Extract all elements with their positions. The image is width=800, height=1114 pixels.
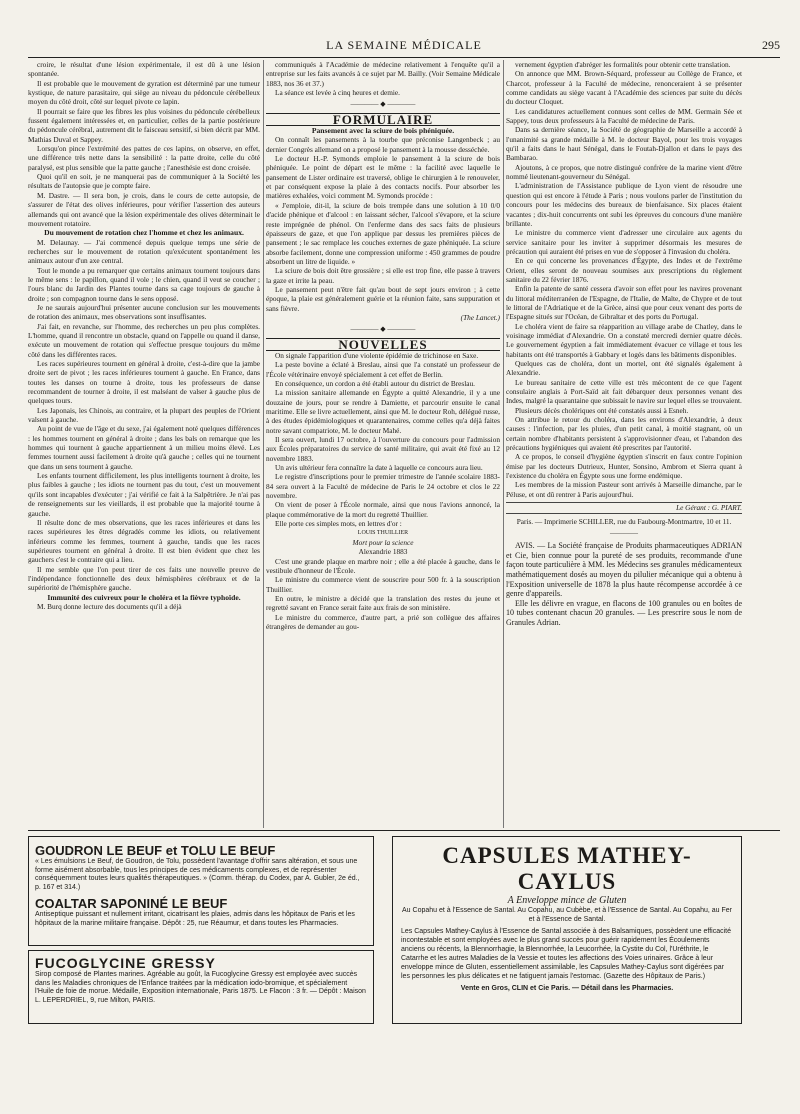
paragraph: En outre, le ministre a décidé que la translation des restes du jeune et regretté savant en France serait faite aux frais de son ministère.	[266, 593, 500, 613]
capsules-advertisement	[392, 836, 742, 1024]
paragraph: Il résulte donc de mes observations, que les races inférieures et dans les races supérieures les êtres dégradés comme les idiots, ou relativement inférieurs comme les femmes, tournent à gauche, tandis que les races supérieures tournent en général à droite. Il est bien évident que chez les gauchers c'est le contraire qui a lieu.	[28, 517, 260, 565]
paragraph: On vient de poser à l'École normale, ainsi que nous l'avions annoncé, la plaque commémorative de la mort du regretté Thuillier.	[266, 500, 500, 519]
paragraph: Il est probable que le mouvement de gyration est déterminé par une tumeur kystique, de nature parasitaire, qui siège au niveau du pédoncule cérébelleux moyen du côté droit, côté sur lequel pivote ce lapin.	[28, 78, 260, 107]
goudron-text: « Les émulsions Le Beuf, de Goudron, de Tolu, possèdent l'avantage d'offrir sans altération, et sous une forme aisément absorbable, tous les principes de ces médicaments complexes, et de représenter conséquemment toutes leurs qualités thérapeutiques. » (Comm. thérap. du Codex, par A. Gubler, 2e éd., p. 167 et 314.)	[35, 858, 360, 891]
capsules-title: CAPSULES MATHEY-CAYLUS	[442, 843, 692, 894]
paragraph: Le bureau sanitaire de cette ville est très mécontent de ce que l'agent consulaire anglais à Port-Saïd ait fait débarquer deux personnes venant des Indes, malgré la quarantaine que subissait le navire sur lequel elles se trouvaient.	[506, 377, 742, 406]
paragraph: Les Japonais, les Chinois, au contraire, et la plupart des peuples de l'Orient valsent à gauche.	[28, 405, 260, 425]
paragraph: Les enfants tournent difficilement, les plus intelligents tournent à droite, les plus faibles à gauche ; les idiots ne tournent pas du tout, c'est un mouvement qu'ils sont incapables d'exécuter ; j'ai vérifié ce fait à la Salpêtrière. Je n'ai pas de renseignements sur les vieillards, il est probable que la majorité tourne à gauche.	[28, 471, 260, 518]
printer-line: Paris. — Imprimerie SCHILLER, rue du Faubourg-Montmartre, 10 et 11.	[516, 516, 732, 526]
paragraph: Lorsqu'on pince l'extrémité des pattes de ces lapins, on observe, en effet, une différence très nette dans la sensibilité : la patte droite, celle du côté paralysé, est plus sensible que la patte gauche ; l'anesthésie est donc croisée.	[28, 144, 260, 172]
paragraph: M. Dastre. — Il sera bon, je crois, dans le cours de cette autopsie, de s'assurer de l'état des olives inférieures, pour vérifier l'assertion des auteurs allemands qui ont avancé que la lésion expérimentale des olives déterminait le mouvement rotatoire.	[28, 190, 260, 228]
paragraph: Le ministre du commerce vient d'adresser une circulaire aux agents du service sanitaire pour les inviter à supprimer désormais les mesures de précaution qui auraient été prises en vue de s'opposer à l'invasion du choléra.	[506, 228, 742, 256]
paragraph: On connaît les pansements à la tourbe que préconise Langenbeck ; au dernier Congrès allemand on a proposé le pansement à la mousse desséchée.	[266, 135, 500, 154]
goudron-advertisement	[28, 836, 374, 946]
ornament-divider: ————	[610, 528, 638, 537]
paragraph: Quoi qu'il en soit, je ne manquerai pas de communiquer à la Société les résultats de l'autopsie que je compte faire.	[28, 172, 260, 191]
section-heading: Du mouvement de rotation chez l'homme et chez les animaux.	[44, 228, 244, 238]
paragraph: Il pourrait se faire que les fibres les plus voisines du pédoncule cérébelleux fussent également intéressées et, en particulier, celles de la partie postérieure du pédoncule cérébral, autrement dit le faisceau sensitif, si bien décrit par MM. Mathias Duval et Sappey.	[28, 106, 260, 144]
paragraph: A ce propos, le conseil d'hygiène égyptien s'inscrit en faux contre l'opinion émise par les docteurs Dutrieux, Hunter, Sonsino, Ambrom et Sierra quant à l'existence du choléra en Égypte sous une forme endémique.	[506, 452, 742, 481]
paragraph: Elle porte ces simples mots, en lettres d'or :	[275, 519, 402, 529]
paragraph: Plusieurs décès cholériques ont été constatés aussi à Esneh.	[515, 405, 689, 415]
avis-advertisement: Elle les délivre en vrague, en flacons de 100 granules ou en boîtes de 10 tubes contenant chacun 20 granules. — Les prescrire sous le nom de Granules Adrian.	[506, 598, 742, 627]
paragraph: Le choléra vient de faire sa réapparition au village arabe de Chatley, dans le voisinage immédiat d'Alexandrie. On a constaté mercredi dernier quatre décès. Le gouvernement égyptien a fait immédiatement évacuer ce village et tous les habitants ont été transportés à Gabbary et logés dans les bâtiments disponibles.	[506, 321, 742, 359]
gerant-line: Le Gérant : G. PIART.	[506, 502, 742, 513]
paragraph: C'est une grande plaque en marbre noir ; elle a été placée à gauche, dans le vestibule d'honneur de l'École.	[266, 556, 500, 575]
ads-rule	[28, 830, 780, 831]
page-header	[28, 38, 780, 56]
paragraph: Tout le monde a pu remarquer que certains animaux tournent toujours dans le même sens : le papillon, quand il vole ; le chien, quand il veut se coucher ; l'ours blanc du Jardin des Plantes tourne dans sa cage toujours de gauche à droite ; son compagnon tourne dans le sens opposé.	[28, 265, 260, 303]
paragraph: Le ministre du commerce vient de souscrire pour 500 fr. à la souscription Thuillier.	[266, 575, 500, 594]
coaltar-title: COALTAR SAPONINÉ LE BEUF	[35, 896, 228, 912]
paragraph: Un avis ultérieur fera connaître la date à laquelle ce concours aura lieu.	[275, 463, 483, 473]
column-1	[28, 60, 260, 828]
paragraph: Il me semble que l'on peut tirer de ces faits une nouvelle preuve de l'indépendance fonctionnelle des deux hémisphères cérébraux et de la supériorité de l'hémisphère gauche.	[28, 564, 260, 593]
goudron-title: GOUDRON LE BEUF et TOLU LE BEUF	[35, 843, 276, 858]
paragraph: Il sera ouvert, lundi 17 octobre, à l'ouverture du concours pour l'admission aux Écoles préparatoires du service de santé militaire, qui avait été fixé au 12 novembre 1883.	[266, 435, 500, 463]
paragraph: En conséquence, un cordon a été établi autour du district de Breslau.	[275, 379, 475, 388]
capsules-footer: Vente en Gros, CLIN et Cie Paris. — Détail dans les Pharmacies.	[460, 985, 674, 992]
inscription-line: Alexandrie 1883	[358, 547, 408, 557]
paragraph: La peste bovine a éclaté à Breslau, ainsi que l'a constaté un professeur de l'École vétérinaire envoyé spécialement à cet effet de Berlin.	[266, 360, 500, 379]
ornament-divider: ———— ◆ ————	[350, 100, 416, 109]
paragraph: Le ministre du commerce, d'autre part, a prié son collègue des affaires étrangères de demander au gou-	[266, 612, 500, 631]
paragraph: Le pansement peut n'être fait qu'au bout de sept jours environ ; à cette époque, la plaie est généralement guérie et la réunion faite, sans suppuration et sans fièvre.	[266, 284, 500, 313]
paragraph: La séance est levée à cinq heures et demie.	[275, 88, 400, 98]
paragraph: communiqués à l'Académie de médecine relativement à l'enquête qu'il a entreprise sur les faits avancés à ce sujet par M. Bailly. (Voir Semaine Médicale 1883, nos 36 et 37.)	[266, 60, 500, 88]
capsules-subtitle: A Enveloppe mince de Gluten	[507, 895, 627, 906]
paragraph: Les races supérieures tournent en général à droite, c'est-à-dire que la jambe droite sert de pivot ; les races inférieures tournent à gauche. En France, dans toutes les danses on tourne à droite, tous les professeurs de danse recommandent de tourner à droite, il est malséant de valser à gauche plus de quelques tours.	[28, 359, 260, 406]
paragraph: La mission sanitaire allemande en Égypte a quitté Alexandrie, il y a une douzaine de jours, pour se rendre à Damiette, et parcourir ensuite le canal maritime. Elle se livre actuellement, ainsi que M. le docteur Roh, délégué russe, à des études épidémiologiques et quarantenaires, comme celles qu'a déjà faites notre savant compatriote, M. le docteur Mahé.	[266, 388, 500, 435]
source-citation: (The Lancet.)	[460, 312, 500, 322]
paragraph: Le registre d'inscriptions pour le premier trimestre de l'année scolaire 1883-84 sera ouvert à la Faculté de médecine de Paris le 24 octobre et clos le 22 novembre.	[266, 472, 500, 501]
section-title-formulaire: FORMULAIRE	[266, 113, 500, 126]
column-divider	[503, 60, 504, 828]
paragraph: Les candidatures actuellement connues sont celles de MM. Germain Sée et Sappey, tous deux professeurs à la Faculté de médecine de Paris.	[506, 106, 742, 126]
paragraph: On annonce que MM. Brown-Séquard, professeur au Collège de France, et Charcot, professeur à la Faculté de médecine, renonceraient à se présenter comme candidats au siège vacant à l'Académie des sciences par suite du décès du docteur Cloquet.	[506, 69, 742, 107]
capsules-kinds: Au Copahu et à l'Essence de Santal. Au Copahu, au Cubèbe, et à l'Essence de Santal. Au Copahu, au Fer et à l'Essence de Santal.	[402, 907, 732, 923]
paragraph: Je ne saurais aujourd'hui présenter aucune conclusion sur les mouvements de rotation des animaux, mes observations sont insuffisantes.	[28, 302, 260, 322]
column-divider	[263, 60, 264, 828]
fucoglycine-advertisement	[28, 950, 374, 1024]
paragraph: En ce qui concerne les provenances d'Égypte, des Indes et de l'extrême Orient, elles seront de nouveau soumises aux prescriptions du règlement sanitaire du 22 février 1876.	[506, 256, 742, 284]
paragraph: J'ai fait, en revanche, sur l'homme, des recherches un peu plus complètes. L'homme, quand il rencontre un obstacle, quand on l'appelle ou quand il danse, exécute un mouvement de rotation qui s'effectue presque toujours du même côté dans les différentes races.	[28, 321, 260, 359]
paragraph: La sciure de bois doit être grossière ; si elle est trop fine, elle passe à travers la gaze et irrite la peau.	[266, 266, 500, 285]
header-rule	[28, 57, 780, 58]
paragraph: Dans sa dernière séance, la Société de géographie de Marseille a accordé à l'unanimité sa grande médaille à M. le docteur Bayol, pour les trois voyages qu'il a faits dans le haut Sénégal, dans le Foutah-Djallon et dans le pays des Bambarao.	[506, 125, 742, 163]
column-3	[506, 60, 742, 828]
fucoglycine-title: FUCOGLYCINE GRESSY	[35, 955, 216, 971]
column-2	[266, 60, 500, 828]
paragraph: L'administration de l'Assistance publique de Lyon vient de résoudre une question qui est encore à l'étude à Paris ; nous voulons parler de l'institution du concours pour les médecins des bureaux de bienfaisance. Six places étaient vacantes ; dix-huit concurrents ont subi les épreuves du concours d'une manière brillante.	[506, 181, 742, 228]
page-number: 295	[762, 38, 780, 52]
paragraph: M. Delaunay. — J'ai commencé depuis quelque temps une série de recherches sur le mouvement de rotation qu'exécutent spontanément les animaux autour d'un axe central.	[28, 237, 260, 266]
paragraph: Quelques cas de choléra, dont un mortel, ont été signalés également à Alexandrie.	[506, 359, 742, 378]
section-heading: Immunité des cuivreux pour le choléra et la fièvre typhoïde.	[47, 592, 241, 602]
paragraph: M. Burq donne lecture des documents qu'il a déjà	[37, 601, 182, 611]
paragraph: Enfin la patente de santé cessera d'avoir son effet pour les navires provenant du littoral méditerranéen de l'Espagne, de l'Italie, de Malte, de Chypre et de tout le littoral de l'Adriatique et de la Grèce, ainsi que pour ceux venant des ports de l'Espagne situés sur l'Océan, de Gibraltar et des ports du Portugal.	[506, 284, 742, 322]
paragraph: Les membres de la mission Pasteur sont arrivés à Marseille dimanche, par le Péluse, et ont dû rentrer à Paris aujourd'hui.	[506, 480, 742, 499]
coaltar-text: Antiseptique puissant et nullement irritant, cicatrisant les plaies, admis dans les hôpitaux de Paris et les hôpitaux de la marine militaire française. Dépôt : 25, rue Réaumur, et dans toutes les Pharmacies.	[35, 911, 355, 927]
paragraph: Au point de vue de l'âge et du sexe, j'ai également noté quelques différences : les hommes tournent en général à droite ; dans les bals on remarque que les hommes qui tournent à gauche appartiennent à un milieu moins élevé. Les femmes tournent aussi facilement à droite qu'à gauche ; celles qui ne tournent que dans un sens tournent à gauche.	[28, 424, 260, 471]
avis-advertisement: AVIS. — La Société française de Produits pharmaceutiques ADRIAN et Cie, bien connue pour la pureté de ses produits, recommande d'une façon toute particulière à MM. les Médecins ses granules médicamenteux mathématiquement dosés au moyen du pilulier mécanique qui a obtenu à l'Exposition universelle de 1878 la plus haute récompense accordée à ce genre d'appareils.	[506, 541, 742, 599]
paragraph: vernement égyptien d'abréger les formalités pour obtenir cette translation.	[515, 60, 731, 69]
inscription-line: Mort pour la science	[352, 537, 414, 547]
journal-title: LA SEMAINE MÉDICALE	[326, 38, 482, 52]
paragraph: On attribue le retour du choléra, dans les environs d'Alexandrie, à deux causes : l'infection, par les pluies, d'un petit canal, à moitié stagnant, où un certain nombre d'habitants persistent à s'approvisionner d'eau, et l'abandon des précautions hygiéniques qui avaient été prescrites par l'autorité.	[506, 415, 742, 453]
section-heading: Pansement avec la sciure de bois phéniquée.	[311, 126, 455, 136]
paragraph: « J'emploie, dit-il, la sciure de bois trempée dans une solution à 10 0/0 d'acide phénique et d'alcool : en laissant sécher, l'alcool s'évapore, et la sciure reste imprégnée de phénol. On l'enferme dans des sacs faits de plusieurs épaisseurs de gaze, et que l'on applique par dessus les premières pièces de pansement ; le sac remplace les couches externes de gaze phéniquée. La sciure absorbe facilement, donne une compression uniforme : 450 grammes de poudre absorbent un litre de liquide. »	[266, 200, 500, 266]
paragraph: Le docteur H.-P. Symonds emploie le pansement à la sciure de bois phéniquée. Le point de départ est le même : la facilité avec laquelle le pansement de Lister ordinaire est traversé, oblige le chirurgien à le renouveler, et par conséquent expose la plaie à des contacts nocifs. Pour absorber les matières exhalées, voici comment M. Symonds procède :	[266, 154, 500, 201]
section-title-nouvelles: NOUVELLES	[266, 338, 500, 351]
paragraph: On signale l'apparition d'une violente épidémie de trichinose en Saxe.	[275, 350, 479, 360]
inscription-name: LOUIS THUILLIER	[357, 529, 409, 536]
paragraph: Ajoutons, à ce propos, que notre distingué confrère de la marine vient d'être nommé lieutenant-gouverneur du Sénégal.	[506, 162, 742, 182]
fucoglycine-text: Sirop composé de Plantes marines. Agréable au goût, la Fucoglycine Gressy est employée avec succès dans les Maladies chroniques de l'Enfance traitées par la médication iodo-bromique, et spécialement l'Huile de foie de morue. Médaille, Exposition internationale, Paris 1875. Le Flacon : 3 fr. — Dépôt : Maison L. LEPERDRIEL, 9, rue Milton, PARIS.	[35, 971, 366, 1004]
paragraph: croire, le résultat d'une lésion expérimentale, il est dû à une lésion spontanée.	[28, 60, 260, 79]
capsules-text: Les Capsules Mathey-Caylus à l'Essence de Santal associée à des Balsamiques, possèdent une efficacité incontestable et sont employées avec le plus grand succès pour guérir rapidement les Écoulements anciens ou récents, la Blennorrhagie, la Blennorrhée, la Leucorrhée, la Cystite du Col, l'Uréthrite, le Catarrhe et les autres Maladies de la Vessie et toutes les affections des Voies urinaires. Grâce à leur enveloppe mince de Gluten, essentiellement assimilable, les Capsules Mathey-Caylus sont digérées par les personnes les plus délicates et ne fatiguent jamais l'estomac. (Gazette des Hôpitaux de Paris.)	[401, 928, 732, 980]
ornament-divider: ———— ◆ ————	[350, 325, 416, 334]
